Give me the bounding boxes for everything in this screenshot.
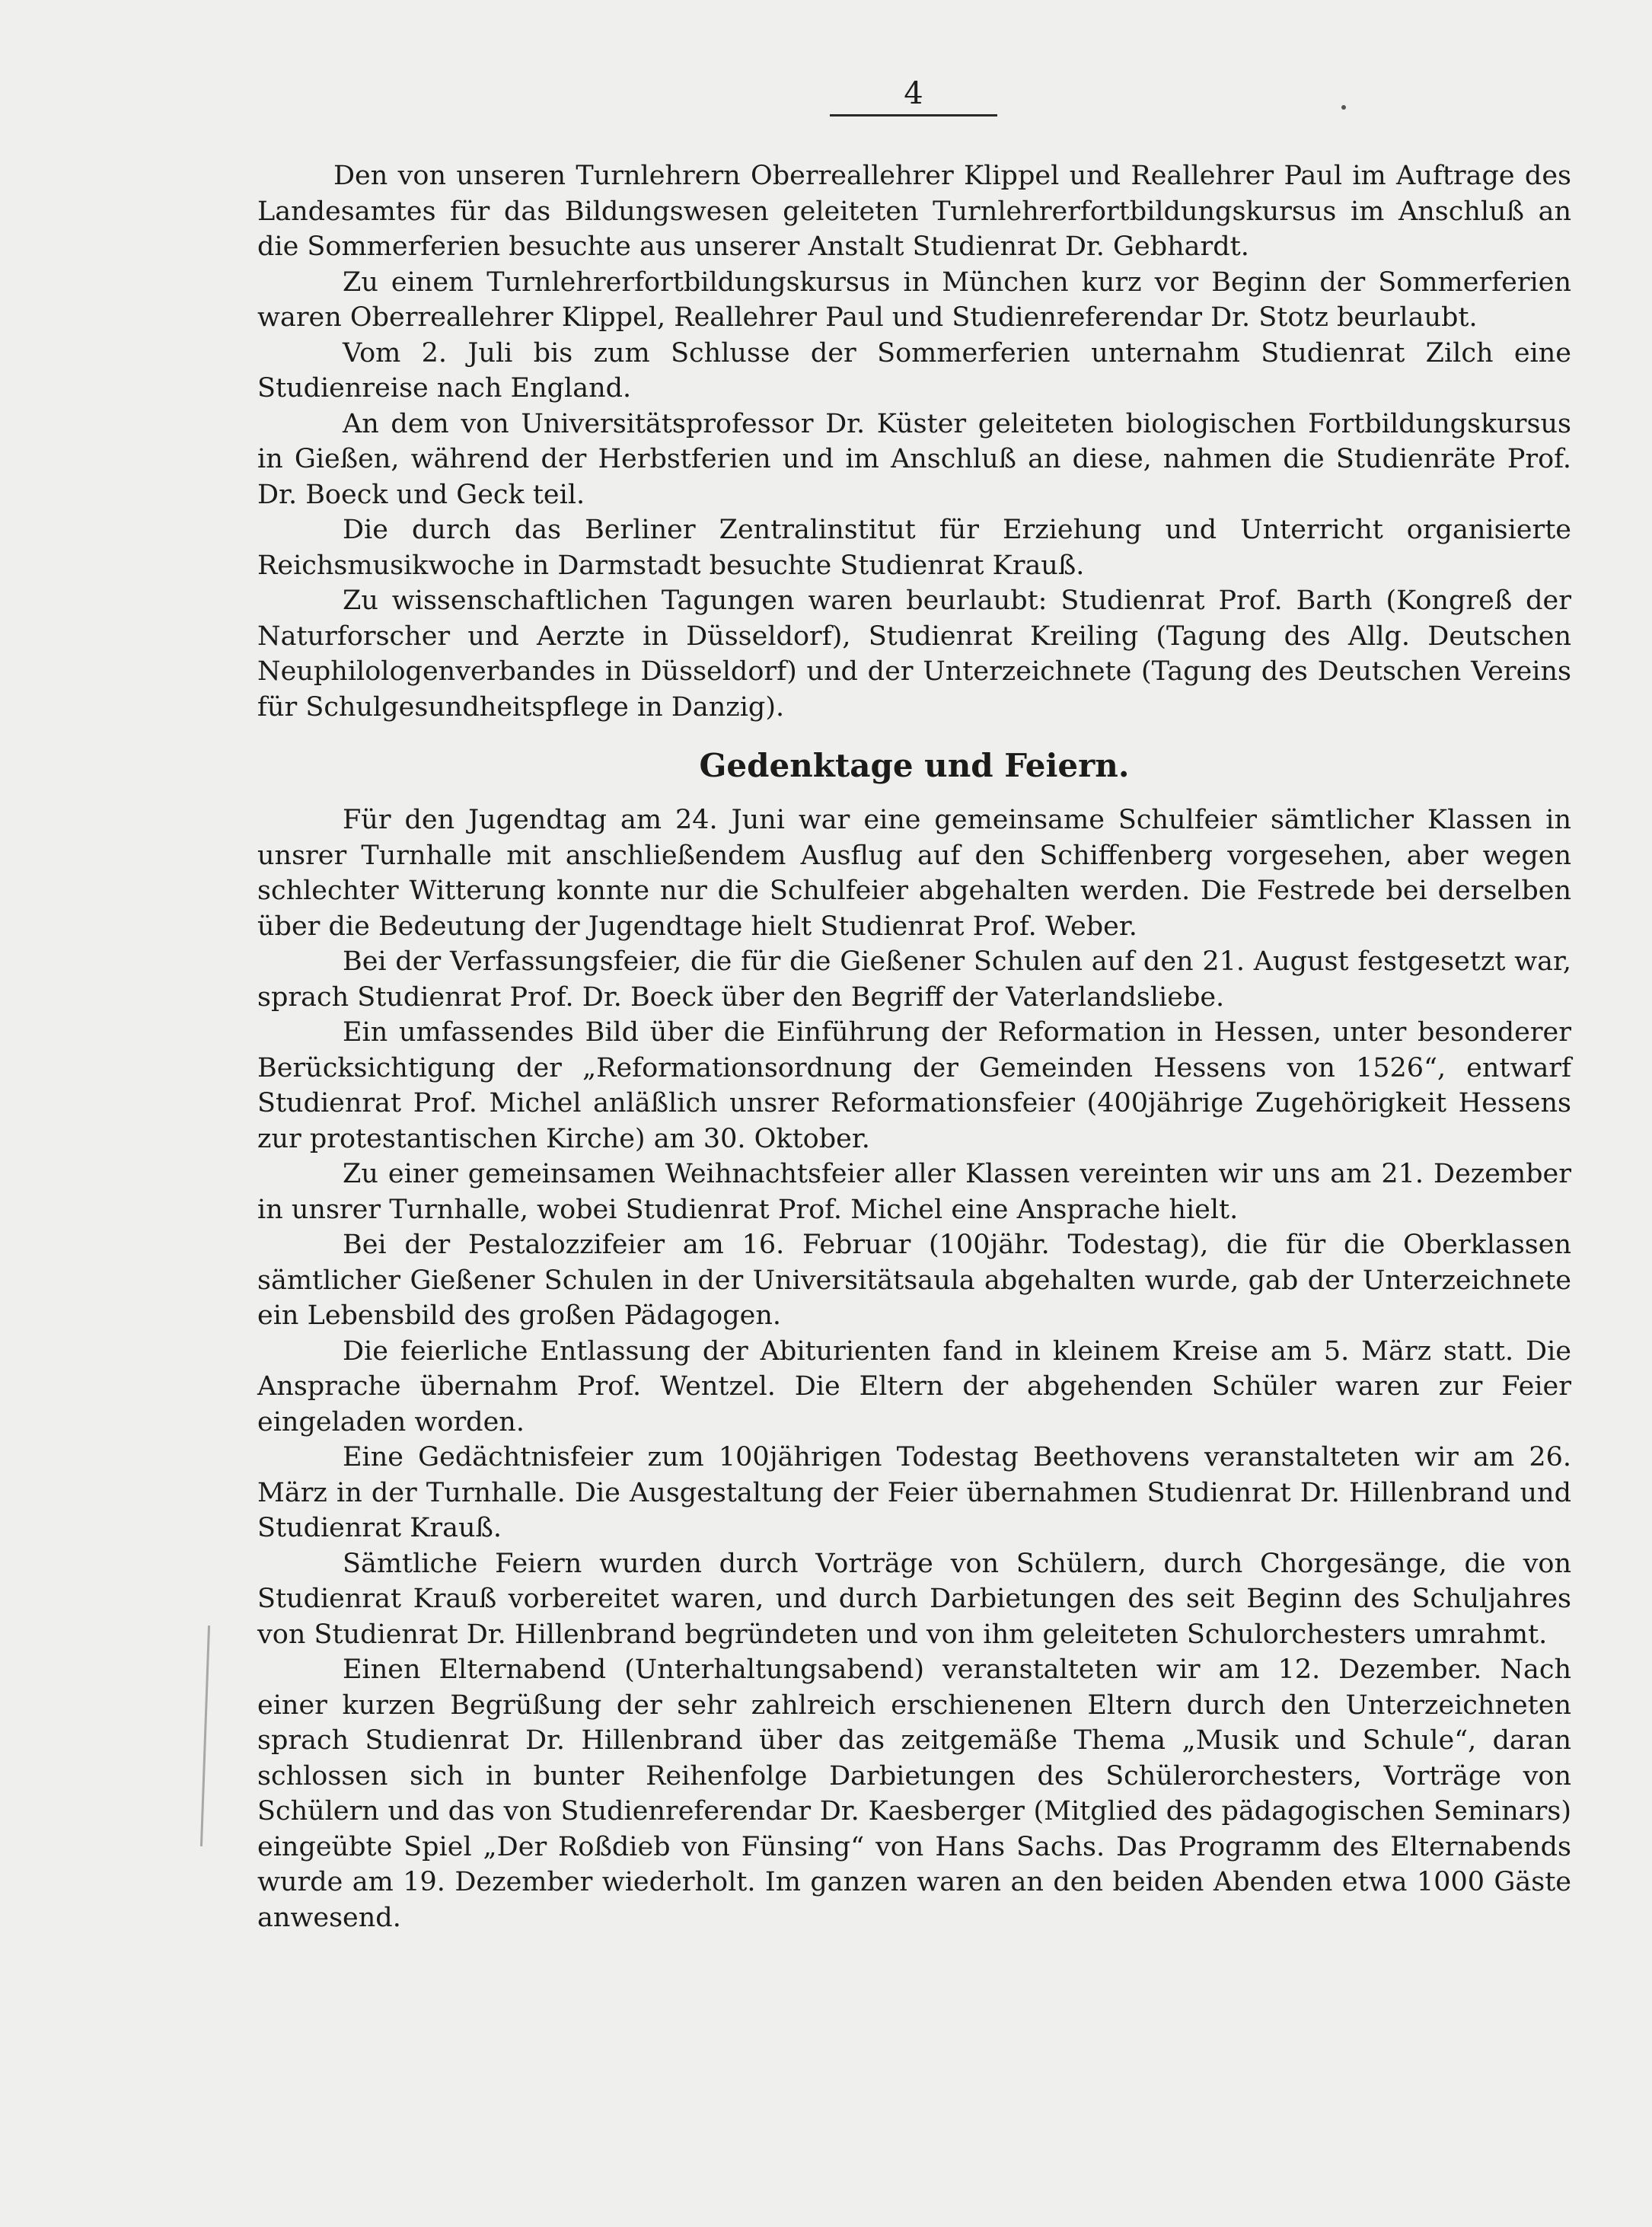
paragraph: Ein umfassendes Bild über die Einführung der Reformation in Hessen, unter besonderer Berücksichtigung der „Reformationsordnung der Gemeinden Hessens von 1526“, entwarf Studienrat Prof. Michel anläßlich unsrer Reformationsfeier (400jährige Zugehörigkeit Hessens zur protestantischen Kirche) am 30. Oktober. — [257, 1017, 1571, 1154]
scan-speck — [1341, 105, 1346, 110]
paragraph: Für den Jugendtag am 24. Juni war eine gemeinsame Schulfeier sämtlicher Klassen in unsrer Turnhalle mit anschließendem Ausflug auf den Schiffenberg vorgesehen, aber wegen schlechter Witterung konnte nur die Schulfeier abgehalten werden. Die Festrede bei derselben über die Bedeutung der Jugendtage hielt Studienrat Prof. Weber. — [257, 805, 1571, 942]
paragraph: Zu einer gemeinsamen Weihnachtsfeier aller Klassen vereinten wir uns am 21. Dezember in unsrer Turnhalle, wobei Studienrat Prof. Michel eine Ansprache hielt. — [257, 1159, 1571, 1225]
header-rule — [830, 114, 997, 116]
main-text — [257, 158, 1571, 1935]
paragraph: Den von unseren Turnlehrern Oberreallehrer Klippel und Reallehrer Paul im Auftrage des Landesamtes für das Bildungswesen geleiteten Turnlehrerfortbildungskursus im Anschluß an die Sommerferien besuchte aus unserer Anstalt Studienrat Dr. Gebhardt. — [257, 161, 1571, 262]
paragraph: An dem von Universitätsprofessor Dr. Küster geleiteten biologischen Fortbildungskursus in Gießen, während der Herbstferien und im Anschluß an diese, nahmen die Studienräte Prof. Dr. Boeck und Geck teil. — [257, 408, 1571, 510]
paragraph: Bei der Pestalozzifeier am 16. Februar (100jähr. Todestag), die für die Oberklassen sämtlicher Gießener Schulen in der Universitätsaula abgehalten wurde, gab der Unterzeichnete ein Lebensbild des großen Pädagogen. — [257, 1230, 1571, 1331]
paragraph: Die feierliche Entlassung der Abiturienten fand in kleinem Kreise am 5. März statt. Die Ansprache übernahm Prof. Wentzel. Die Eltern der abgehenden Schüler waren zur Feier eingeladen worden. — [257, 1335, 1571, 1437]
paragraph: Bei der Verfassungsfeier, die für die Gießener Schulen auf den 21. August festgesetzt war, sprach Studienrat Prof. Dr. Boeck über den Begriff der Vaterlandsliebe. — [257, 946, 1571, 1013]
paragraph: Eine Gedächtnisfeier zum 100jährigen Todestag Beethovens veranstalteten wir am 26. März in der Turnhalle. Die Ausgestaltung der Feier übernahmen Studienrat Dr. Hillenbrand und Studienrat Krauß. — [257, 1442, 1571, 1543]
margin-pencil-mark — [200, 1626, 210, 1846]
page-header — [830, 75, 997, 116]
section-heading: Gedenktage und Feiern. — [699, 747, 1130, 784]
page-number: 4 — [904, 76, 923, 111]
paragraph: Vom 2. Juli bis zum Schlusse der Sommerferien unternahm Studienrat Zilch eine Studienreise nach England. — [257, 337, 1571, 404]
paragraph: Zu einem Turnlehrerfortbildungskursus in München kurz vor Beginn der Sommerferien waren Oberreallehrer Klippel, Reallehrer Paul und Studienreferendar Dr. Stotz beurlaubt. — [257, 266, 1571, 333]
paragraph: Zu wissenschaftlichen Tagungen waren beurlaubt: Studienrat Prof. Barth (Kongreß der Naturforscher und Aerzte in Düsseldorf), Studienrat Kreiling (Tagung des Allg. Deutschen Neuphilologenverbandes in Düsseldorf) und der Unterzeichnete (Tagung des Deutschen Vereins für Schulgesundheitspflege in Danzig). — [257, 585, 1571, 723]
paragraph: Sämtliche Feiern wurden durch Vorträge von Schülern, durch Chorgesänge, die von Studienrat Krauß vorbereitet waren, und durch Darbietungen des seit Beginn des Schuljahres von Studienrat Dr. Hillenbrand begründeten und von ihm geleiteten Schulorchesters umrahmt. — [257, 1548, 1571, 1650]
paragraph: Einen Elternabend (Unterhaltungsabend) veranstalteten wir am 12. Dezember. Nach einer kurzen Begrüßung der sehr zahlreich erschienenen Eltern durch den Unterzeichneten sprach Studienrat Dr. Hillenbrand über das zeitgemäße Thema „Musik und Schule“, daran schlossen sich in bunter Reihenfolge Darbietungen des Schülerorchesters, Vorträge von Schülern und das von Studienreferendar Dr. Kaesberger (Mitglied des pädagogischen Seminars) eingeübte Spiel „Der Roßdieb von Fünsing“ von Hans Sachs. Das Programm des Elternabends wurde am 19. Dezember wiederholt. Im ganzen waren an den beiden Abenden etwa 1000 Gäste anwesend. — [257, 1654, 1571, 1933]
paragraph: Die durch das Berliner Zentralinstitut für Erziehung und Unterricht organisierte Reichsmusikwoche in Darmstadt besuchte Studienrat Krauß. — [257, 515, 1571, 581]
